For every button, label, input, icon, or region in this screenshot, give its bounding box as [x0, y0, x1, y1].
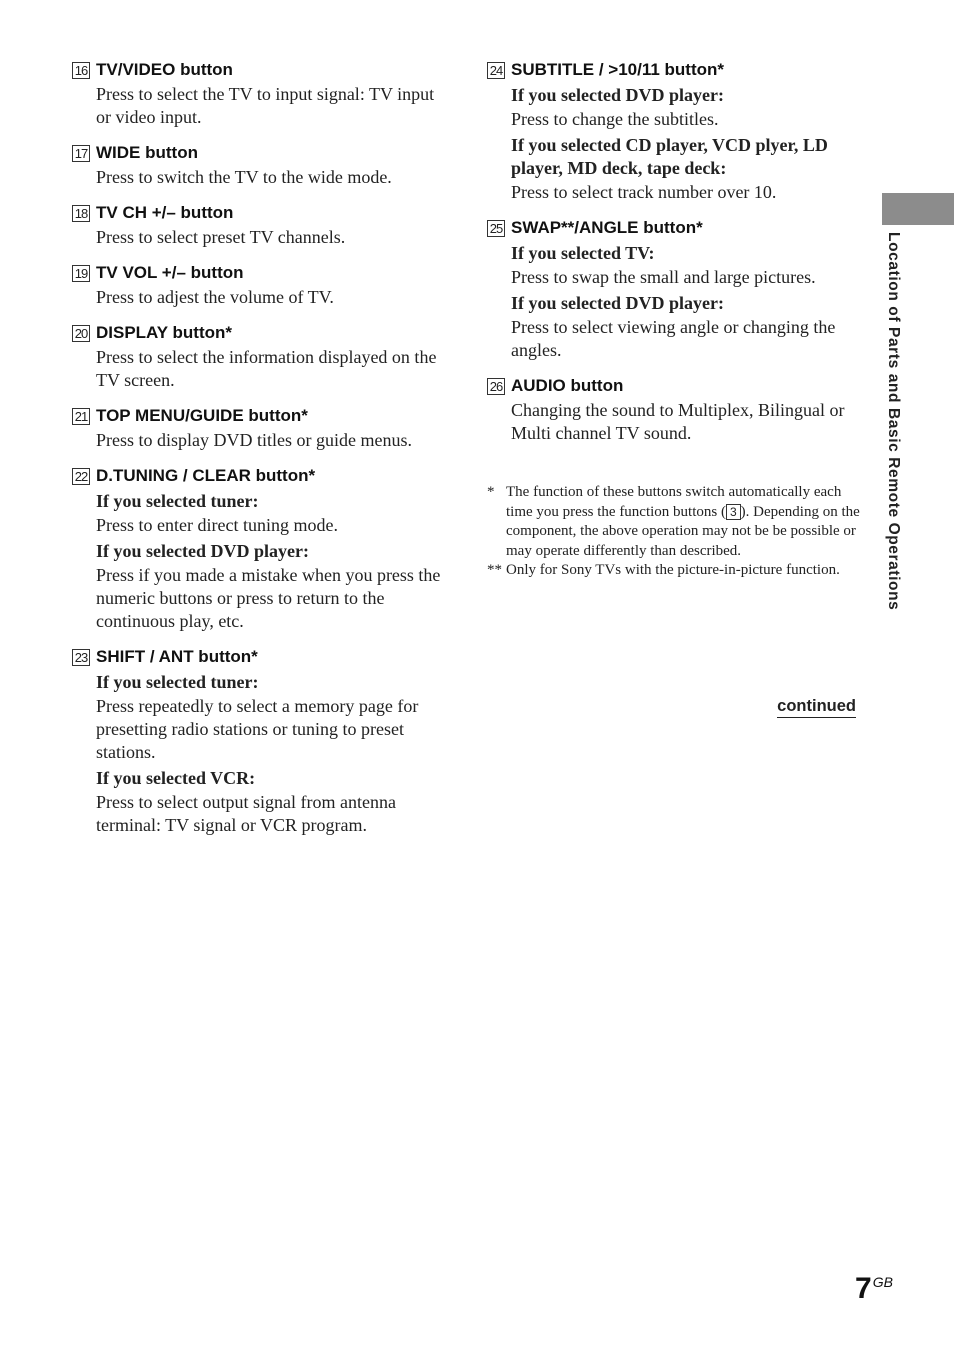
item-header	[487, 216, 862, 240]
footnote-1-mark: *	[487, 484, 495, 500]
item-heading: D.TUNING / CLEAR button*	[96, 466, 316, 485]
item-header	[72, 201, 444, 225]
item-24	[487, 58, 862, 204]
item-20	[72, 321, 444, 392]
item-body	[487, 242, 862, 362]
description-text: Press to display DVD titles or guide menus.	[96, 430, 412, 450]
description-text: Press to adjest the volume of TV.	[96, 287, 334, 307]
item-heading: TV VOL +/– button	[96, 263, 244, 282]
footnote-2-mark: **	[487, 562, 502, 578]
item-header	[72, 58, 444, 82]
item-header	[72, 321, 444, 345]
item-body	[72, 429, 444, 452]
footnote-2	[487, 561, 862, 581]
item-heading: WIDE button	[96, 143, 198, 162]
item-number-badge: 21	[72, 408, 90, 425]
right-column	[487, 58, 862, 581]
condition-heading: If you selected DVD player:	[511, 293, 724, 313]
condition-heading: If you selected DVD player:	[96, 541, 309, 561]
condition-heading: If you selected CD player, VCD plyer, LD player, MD deck, tape deck:	[511, 135, 828, 178]
section-tab-marker	[882, 193, 954, 225]
item-body	[487, 84, 862, 204]
item-header	[72, 404, 444, 428]
description-text: Press to enter direct tuning mode.	[96, 515, 338, 535]
item-heading: AUDIO button	[511, 376, 624, 395]
description-text: Press to select preset TV channels.	[96, 227, 346, 247]
item-header	[72, 645, 444, 669]
description-text: Press to switch the TV to the wide mode.	[96, 167, 392, 187]
item-body	[72, 490, 444, 633]
page-number-value: 7	[855, 1272, 872, 1305]
item-number-badge: 23	[72, 649, 90, 666]
item-21	[72, 404, 444, 452]
item-heading: SWAP**/ANGLE button*	[511, 218, 703, 237]
description-text: Press to select the TV to input signal: TV input or video input.	[96, 84, 435, 127]
item-23	[72, 645, 444, 837]
description-text: Press to select viewing angle or changing the angles.	[511, 317, 836, 360]
item-heading: TV CH +/– button	[96, 203, 234, 222]
item-header	[487, 374, 862, 398]
item-header	[72, 464, 444, 488]
description-text: Press to select the information displayed on the TV screen.	[96, 347, 437, 390]
item-heading: TV/VIDEO button	[96, 60, 233, 79]
item-25	[487, 216, 862, 362]
item-heading: SHIFT / ANT button*	[96, 647, 258, 666]
item-body	[72, 286, 444, 309]
condition-heading: If you selected TV:	[511, 243, 655, 263]
page-number-suffix: GB	[872, 1274, 893, 1290]
item-16	[72, 58, 444, 129]
section-side-label: Location of Parts and Basic Remote Operations	[885, 232, 902, 611]
footnotes	[487, 483, 862, 581]
footnote-2-text: Only for Sony TVs with the picture-in-picture function.	[506, 562, 840, 578]
item-26	[487, 374, 862, 445]
condition-heading: If you selected DVD player:	[511, 85, 724, 105]
description-text: Press to change the subtitles.	[511, 109, 719, 129]
footnote-1-after: ). Depending on the component, the above operation may not be be possible or may operate differently than described.	[506, 503, 860, 559]
item-body	[72, 671, 444, 837]
item-body	[72, 226, 444, 249]
item-header	[72, 261, 444, 285]
page-number	[855, 1272, 893, 1306]
item-number-badge: 17	[72, 145, 90, 162]
item-body	[487, 399, 862, 445]
item-heading: DISPLAY button*	[96, 323, 233, 342]
item-number-badge: 22	[72, 468, 90, 485]
description-text: Press repeatedly to select a memory page for presetting radio stations or tuning to preset stations.	[96, 696, 419, 762]
condition-heading: If you selected tuner:	[96, 491, 259, 511]
condition-heading: If you selected VCR:	[96, 768, 256, 788]
item-body	[72, 83, 444, 129]
item-header	[72, 141, 444, 165]
right-items	[487, 58, 862, 445]
footnote-1	[487, 483, 862, 561]
description-text: Press to select track number over 10.	[511, 182, 777, 202]
description-text: Changing the sound to Multiplex, Bilingual or Multi channel TV sound.	[511, 400, 845, 443]
continued-label: continued	[777, 697, 856, 718]
item-number-badge: 25	[487, 220, 505, 237]
item-header	[487, 58, 862, 82]
item-number-badge: 26	[487, 378, 505, 395]
condition-heading: If you selected tuner:	[96, 672, 259, 692]
item-heading: SUBTITLE / >10/11 button*	[511, 60, 725, 79]
item-22	[72, 464, 444, 633]
item-number-badge: 20	[72, 325, 90, 342]
footnote-1-before: The function of these buttons switch automatically each time you press the function buttons (	[506, 484, 842, 520]
item-18	[72, 201, 444, 249]
item-number-badge: 18	[72, 205, 90, 222]
description-text: Press to select output signal from antenna terminal: TV signal or VCR program.	[96, 792, 396, 835]
function-button-ref: 3	[726, 504, 741, 520]
footnote-1-text	[506, 483, 862, 561]
description-text: Press to swap the small and large pictures.	[511, 267, 816, 287]
item-number-badge: 16	[72, 62, 90, 79]
item-heading: TOP MENU/GUIDE button*	[96, 406, 308, 425]
item-body	[72, 166, 444, 189]
item-body	[72, 346, 444, 392]
left-column	[72, 58, 444, 849]
description-text: Press if you made a mistake when you press the numeric buttons or press to return to the continuous play, etc.	[96, 565, 441, 631]
item-17	[72, 141, 444, 189]
item-19	[72, 261, 444, 309]
item-number-badge: 19	[72, 265, 90, 282]
item-number-badge: 24	[487, 62, 505, 79]
